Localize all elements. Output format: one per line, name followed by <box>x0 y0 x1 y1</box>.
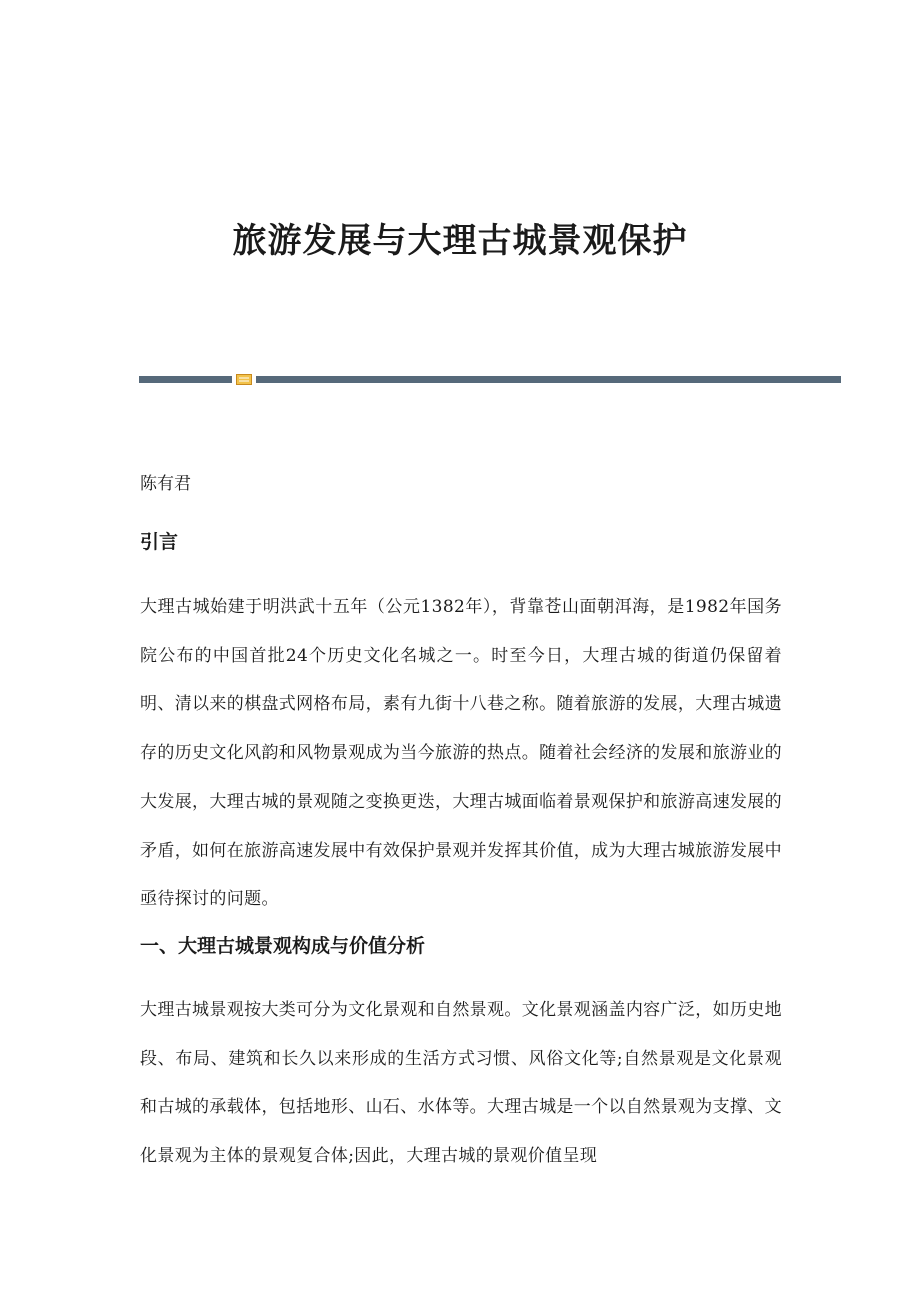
divider-ornament-icon <box>236 374 252 385</box>
title-divider <box>139 374 841 385</box>
divider-right-segment <box>256 376 841 383</box>
section-heading-introduction: 引言 <box>140 531 179 553</box>
section-paragraph-landscape-analysis: 大理古城景观按大类可分为文化景观和自然景观。文化景观涵盖内容广泛，如历史地段、布局、建筑和长久以来形成的生活方式习惯、风俗文化等;自然景观是文化景观和古城的承载体，包括地形、山石、水体等。大理古城是一个以自然景观为支撑、文化景观为主体的景观复合体;因此，大理古城的景观价值呈现 <box>140 1000 782 1167</box>
document-title: 旅游发展与大理古城景观保护 <box>232 221 688 261</box>
section-heading-landscape-analysis: 一、大理古城景观构成与价值分析 <box>140 935 426 957</box>
section-paragraph-introduction: 大理古城始建于明洪武十五年（公元1382年），背靠苍山面朝洱海，是1982年国务院公布的中国首批24个历史文化名城之一。时至今日，大理古城的街道仍保留着明、清以来的棋盘式网格布局，素有九街十八巷之称。随着旅游的发展，大理古城遗存的历史文化风韵和风物景观成为当今旅游的热点。随着社会经济的发展和旅游业的大发展，大理古城的景观随之变换更迭，大理古城面临着景观保护和旅游高速发展的矛盾，如何在旅游高速发展中有效保护景观并发挥其价值，成为大理古城旅游发展中亟待探讨的问题。 <box>140 597 782 910</box>
divider-left-segment <box>139 376 232 383</box>
author-name: 陈有君 <box>140 474 191 494</box>
